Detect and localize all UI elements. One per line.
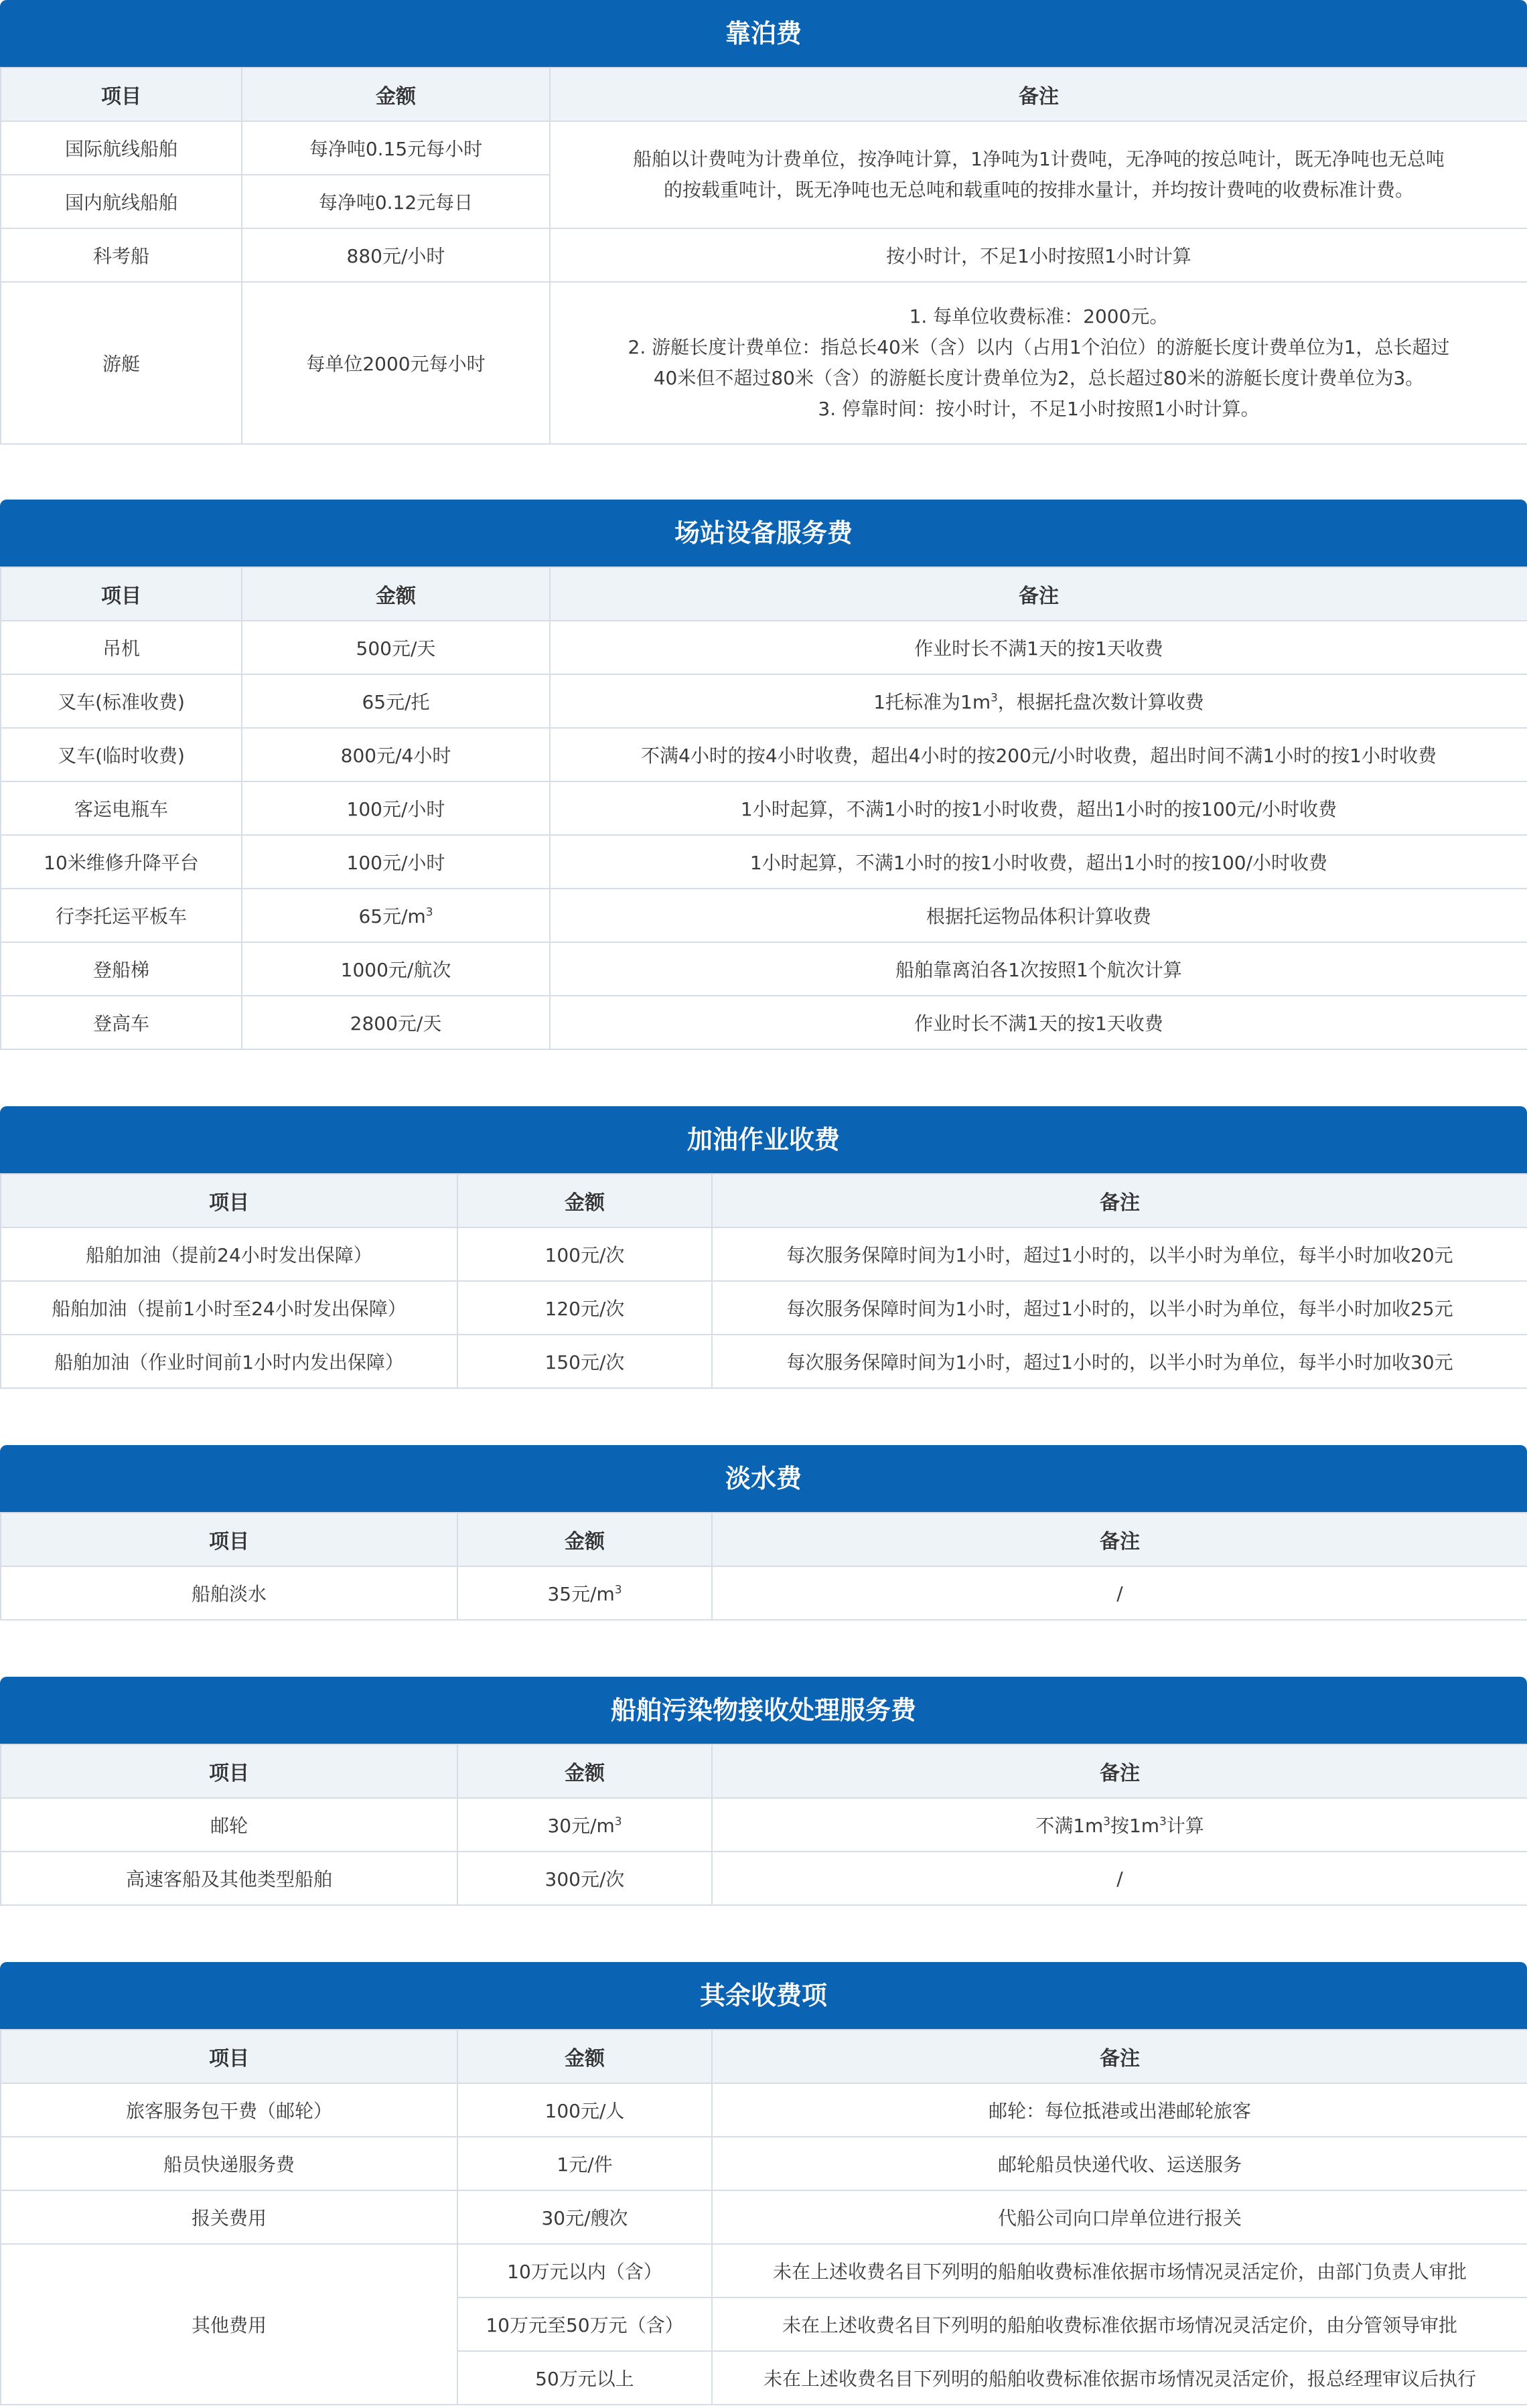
col-header-amount: 金额 (457, 2030, 712, 2083)
amount-text: 35元/m (547, 1583, 615, 1605)
note-cell: 每次服务保障时间为1小时，超过1小时的，以半小时为单位，每半小时加收20元 (712, 1227, 1527, 1281)
note-cell: / (712, 1566, 1527, 1620)
item-cell: 游艇 (1, 282, 242, 444)
table-row (1, 228, 1527, 282)
note-cell: 邮轮船员快递代收、运送服务 (712, 2137, 1527, 2190)
amount-cell: 1000元/航次 (242, 942, 550, 996)
item-cell: 船舶加油（提前1小时至24小时发出保障） (1, 1281, 457, 1335)
col-header-amount: 金额 (242, 567, 550, 621)
col-header-item: 项目 (1, 68, 242, 121)
note-text: 计算 (1166, 1815, 1204, 1837)
superscript: 3 (991, 690, 998, 704)
col-header-item: 项目 (1, 567, 242, 621)
item-cell: 叉车(标准收费) (1, 674, 242, 728)
table-row (1, 1852, 1527, 1905)
col-header-item: 项目 (1, 1744, 457, 1798)
item-cell: 船舶加油（提前24小时发出保障） (1, 1227, 457, 1281)
item-cell: 船员快递服务费 (1, 2137, 457, 2190)
fee-table (0, 2029, 1527, 2405)
item-cell: 国内航线船舶 (1, 175, 242, 228)
item-cell: 报关费用 (1, 2190, 457, 2244)
amount-cell: 10万元以内（含） (457, 2244, 712, 2298)
note-cell (550, 674, 1527, 728)
col-header-amount: 金额 (457, 1744, 712, 1798)
item-cell: 叉车(临时收费) (1, 728, 242, 781)
amount-cell: 150元/次 (457, 1335, 712, 1388)
note-cell: 1小时起算，不满1小时的按1小时收费，超出1小时的按100/小时收费 (550, 835, 1527, 889)
table-row (1, 835, 1527, 889)
amount-cell (457, 1798, 712, 1852)
note-line: 的按载重吨计，既无净吨也无总吨和载重吨的按排水量计，并均按计费吨的收费标准计费。 (663, 179, 1414, 201)
superscript: 3 (425, 905, 433, 919)
fee-table (0, 567, 1527, 1050)
note-cell: 未在上述收费名目下列明的船舶收费标准依据市场情况灵活定价，报总经理审议后执行 (712, 2351, 1527, 2405)
col-header-amount: 金额 (457, 1513, 712, 1566)
table-row (1, 121, 1527, 175)
col-header-item: 项目 (1, 2030, 457, 2083)
item-cell: 科考船 (1, 228, 242, 282)
fee-table (0, 1512, 1527, 1621)
note-cell: 邮轮：每位抵港或出港邮轮旅客 (712, 2083, 1527, 2137)
item-cell: 吊机 (1, 621, 242, 674)
item-cell: 高速客船及其他类型船舶 (1, 1852, 457, 1905)
note-cell (712, 1798, 1527, 1852)
col-header-note: 备注 (712, 2030, 1527, 2083)
superscript: 3 (1103, 1814, 1110, 1828)
note-cell: / (712, 1852, 1527, 1905)
amount-cell: 10万元至50万元（含） (457, 2298, 712, 2351)
amount-cell: 100元/小时 (242, 781, 550, 835)
amount-cell (457, 1566, 712, 1620)
section-title: 场站设备服务费 (674, 518, 853, 548)
item-cell: 登船梯 (1, 942, 242, 996)
note-cell (550, 121, 1527, 228)
table-row (1, 1281, 1527, 1335)
table-row (1, 1227, 1527, 1281)
item-cell: 行李托运平板车 (1, 889, 242, 942)
note-cell: 代船公司向口岸单位进行报关 (712, 2190, 1527, 2244)
amount-text: 65元/m (358, 905, 426, 927)
item-cell: 国际航线船舶 (1, 121, 242, 175)
amount-cell: 500元/天 (242, 621, 550, 674)
note-cell: 不满4小时的按4小时收费，超出4小时的按200元/小时收费，超出时间不满1小时的按1小时收费 (550, 728, 1527, 781)
note-cell: 每次服务保障时间为1小时，超过1小时的，以半小时为单位，每半小时加收30元 (712, 1335, 1527, 1388)
item-cell: 船舶淡水 (1, 1566, 457, 1620)
note-line: 3. 停靠时间：按小时计，不足1小时按照1小时计算。 (818, 398, 1260, 420)
table-row (1, 282, 1527, 444)
col-header-amount: 金额 (242, 68, 550, 121)
amount-cell: 每净吨0.15元每小时 (242, 121, 550, 175)
table-row (1, 674, 1527, 728)
amount-cell (242, 889, 550, 942)
note-cell: 按小时计，不足1小时按照1小时计算 (550, 228, 1527, 282)
note-text: 不满1m (1035, 1815, 1104, 1837)
amount-cell: 100元/次 (457, 1227, 712, 1281)
table-row (1, 996, 1527, 1049)
col-header-item: 项目 (1, 1174, 457, 1227)
item-cell: 邮轮 (1, 1798, 457, 1852)
note-cell: 每次服务保障时间为1小时，超过1小时的，以半小时为单位，每半小时加收25元 (712, 1281, 1527, 1335)
table-row (1, 2244, 1527, 2298)
item-cell: 登高车 (1, 996, 242, 1049)
amount-cell: 120元/次 (457, 1281, 712, 1335)
note-cell: 船舶靠离泊各1次按照1个航次计算 (550, 942, 1527, 996)
amount-cell: 30元/艘次 (457, 2190, 712, 2244)
col-header-note: 备注 (712, 1174, 1527, 1227)
table-row (1, 781, 1527, 835)
fee-table (0, 1744, 1527, 1906)
section-station-equipment-fee (0, 500, 1527, 1052)
superscript: 3 (1159, 1814, 1167, 1828)
note-text: 1托标准为1m (873, 691, 991, 713)
col-header-note: 备注 (550, 567, 1527, 621)
section-title: 淡水费 (725, 1464, 802, 1493)
note-line: 1. 每单位收费标准：2000元。 (909, 305, 1169, 327)
fee-table (0, 1173, 1527, 1389)
section-title: 船舶污染物接收处理服务费 (610, 1696, 916, 1725)
note-cell: 根据托运物品体积计算收费 (550, 889, 1527, 942)
col-header-amount: 金额 (457, 1174, 712, 1227)
col-header-note: 备注 (712, 1513, 1527, 1566)
amount-cell: 65元/托 (242, 674, 550, 728)
superscript: 3 (614, 1814, 622, 1828)
note-line: 2. 游艇长度计费单位：指总长40米（含）以内（占用1个泊位）的游艇长度计费单位为1，总长超过 (628, 336, 1450, 358)
col-header-item: 项目 (1, 1513, 457, 1566)
section-fresh-water-fee (0, 1445, 1527, 1623)
table-row (1, 1566, 1527, 1620)
note-cell: 作业时长不满1天的按1天收费 (550, 996, 1527, 1049)
section-title: 靠泊费 (725, 19, 802, 48)
table-row (1, 728, 1527, 781)
col-header-note: 备注 (550, 68, 1527, 121)
amount-cell: 100元/小时 (242, 835, 550, 889)
section-other-fees (0, 1962, 1527, 2407)
amount-cell: 2800元/天 (242, 996, 550, 1049)
section-title: 其余收费项 (699, 1981, 827, 2010)
section-refueling-fee (0, 1106, 1527, 1391)
item-cell: 其他费用 (1, 2244, 457, 2405)
note-cell (550, 282, 1527, 444)
note-text: ，根据托盘次数计算收费 (997, 691, 1204, 713)
superscript: 3 (614, 1582, 622, 1596)
table-row (1, 1335, 1527, 1388)
section-pollutant-service-fee (0, 1677, 1527, 1908)
item-cell: 客运电瓶车 (1, 781, 242, 835)
note-cell: 未在上述收费名目下列明的船舶收费标准依据市场情况灵活定价，由部门负责人审批 (712, 2244, 1527, 2298)
table-row (1, 621, 1527, 674)
amount-cell: 每净吨0.12元每日 (242, 175, 550, 228)
table-row (1, 2137, 1527, 2190)
table-row (1, 942, 1527, 996)
note-text: 按1m (1110, 1815, 1160, 1837)
note-line: 40米但不超过80米（含）的游艇长度计费单位为2，总长超过80米的游艇长度计费单位为3。 (653, 367, 1425, 389)
note-cell: 作业时长不满1天的按1天收费 (550, 621, 1527, 674)
item-cell: 船舶加油（作业时间前1小时内发出保障） (1, 1335, 457, 1388)
item-cell: 旅客服务包干费（邮轮） (1, 2083, 457, 2137)
amount-cell: 800元/4小时 (242, 728, 550, 781)
table-row (1, 2083, 1527, 2137)
item-cell: 10米维修升降平台 (1, 835, 242, 889)
note-line: 船舶以计费吨为计费单位，按净吨计算，1净吨为1计费吨，无净吨的按总吨计，既无净吨也无总吨 (633, 148, 1445, 170)
amount-cell: 880元/小时 (242, 228, 550, 282)
amount-cell: 1元/件 (457, 2137, 712, 2190)
amount-text: 30元/m (547, 1815, 615, 1837)
section-title: 加油作业收费 (686, 1125, 840, 1154)
note-cell: 未在上述收费名目下列明的船舶收费标准依据市场情况灵活定价，由分管领导审批 (712, 2298, 1527, 2351)
fee-table (0, 67, 1527, 445)
table-row (1, 889, 1527, 942)
note-cell: 1小时起算，不满1小时的按1小时收费，超出1小时的按100元/小时收费 (550, 781, 1527, 835)
table-row (1, 2190, 1527, 2244)
amount-cell: 300元/次 (457, 1852, 712, 1905)
col-header-note: 备注 (712, 1744, 1527, 1798)
table-row (1, 1798, 1527, 1852)
amount-cell: 50万元以上 (457, 2351, 712, 2405)
section-berthing-fee (0, 0, 1527, 445)
amount-cell: 每单位2000元每小时 (242, 282, 550, 444)
amount-cell: 100元/人 (457, 2083, 712, 2137)
